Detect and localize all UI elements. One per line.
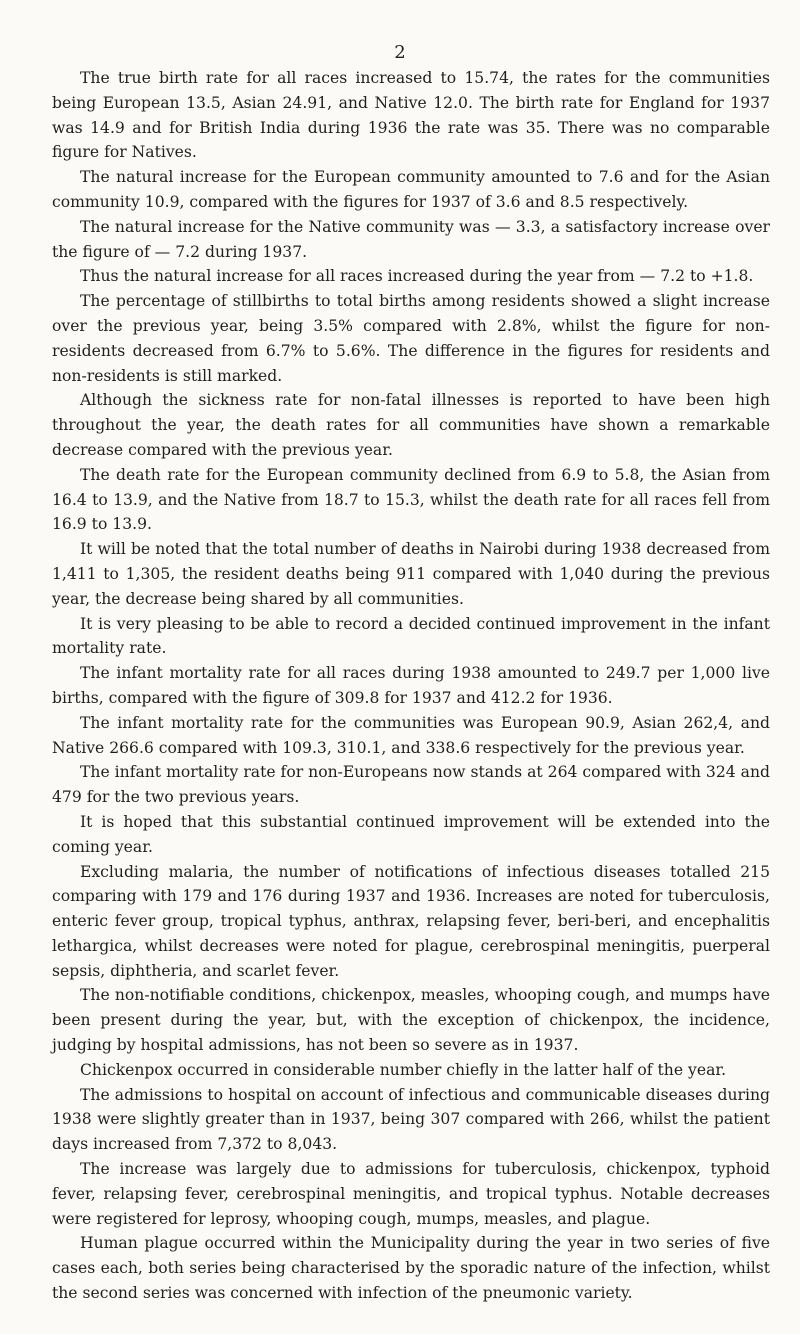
paragraph-hospital-admissions: The admissions to hospital on account of infectious and communicable diseases during 1938 were slightly greater than in 1937, being 307 compared with 266, whilst the patient days increased from 7,372 to 8,043. xyxy=(52,1085,770,1154)
paragraph-infant-mortality-non-europeans: The infant mortality rate for non-Europeans now stands at 264 compared with 324 and 479 for the two previous years. xyxy=(52,763,770,807)
paragraph-death-rates: The death rate for the European community declined from 6.9 to 5.8, the Asian from 16.4 to 13.9, and the Native from 18.7 to 15.3, whilst the death rate for all races fell from 16.9 to 13.9. xyxy=(52,465,770,534)
paragraph-continued-improvement: It is hoped that this substantial continued improvement will be extended into the coming year. xyxy=(52,812,770,856)
paragraph-non-notifiable-conditions: The non-notifiable conditions, chickenpox, measles, whooping cough, and mumps have been present during the year, but, with the exception of chickenpox, the incidence, judging by hospital admissions, has not been so severe as in 1937. xyxy=(52,986,770,1055)
paragraph-chickenpox: Chickenpox occurred in considerable number chiefly in the latter half of the year. xyxy=(80,1060,727,1079)
page-number: 2 xyxy=(394,42,406,63)
paragraph-total-deaths: It will be noted that the total number of deaths in Nairobi during 1938 decreased from 1,411 to 1,305, the resident deaths being 911 compared with 1,040 during the previous year, the decrease being shared by all communities. xyxy=(52,540,770,608)
paragraph-infant-mortality-improvement: It is very pleasing to be able to record a decided continued improvement in the infant mortality rate. xyxy=(52,614,770,658)
body-text xyxy=(52,66,770,1306)
paragraph-infant-mortality-all-races: The infant mortality rate for all races during 1938 amounted to 249.7 per 1,000 live births, compared with the figure of 309.8 for 1937 and 412.2 for 1936. xyxy=(52,664,770,707)
paragraph-natural-increase-all-races: Thus the natural increase for all races increased during the year from — 7.2 to +1.8. xyxy=(80,267,754,286)
paragraph-natural-increase-european-asian: The natural increase for the European community amounted to 7.6 and for the Asian community 10.9, compared with the figures for 1937 of 3.6 and 8.5 respectively. xyxy=(52,168,770,211)
paragraph-sickness-rate: Although the sickness rate for non-fatal illnesses is reported to have been high throughout the year, the death rates for all communities have shown a remarkable decrease compared with the previous year. xyxy=(52,391,770,459)
paragraph-infant-mortality-communities: The infant mortality rate for the communities was European 90.9, Asian 262,4, and Native 266.6 compared with 109.3, 310.1, and 338.6 respectively for the previous year. xyxy=(52,713,770,757)
paragraph-true-birth-rate: The true birth rate for all races increased to 15.74, the rates for the communities being European 13.5, Asian 24.91, and Native 12.0. The birth rate for England for 1937 was 14.9 and for British India during 1936 the rate was 35. There was no comparable figure for Natives. xyxy=(52,69,770,162)
paragraph-admission-causes: The increase was largely due to admissions for tuberculosis, chickenpox, typhoid fever, relapsing fever, cerebrospinal meningitis, and tropical typhus. Notable decreases were registered for leprosy, whooping cough, mumps, measles, and plague. xyxy=(52,1160,770,1228)
paragraph-stillbirths: The percentage of stillbirths to total births among residents showed a slight increase over the previous year, being 3.5% compared with 2.8%, whilst the figure for non-residents decreased from 6.7% to 5.6%. The difference in the figures for residents and non-residents is still marked. xyxy=(52,292,770,385)
paragraph-human-plague: Human plague occurred within the Municipality during the year in two series of five cases each, both series being characterised by the sporadic nature of the infection, whilst the second series was concerned with infection of the pneumonic variety. xyxy=(52,1234,770,1303)
paragraph-infectious-notifications: Excluding malaria, the number of notifications of infectious diseases totalled 215 comparing with 179 and 176 during 1937 and 1936. Increases are noted for tuberculosis, enteric fever group, tropical typhus, anthrax, relapsing fever, beri-beri, and encephalitis lethargica, whilst decreases were noted for plague, cerebrospinal meningitis, puerperal sepsis, diphtheria, and scarlet fever. xyxy=(52,862,770,980)
paragraph-natural-increase-native: The natural increase for the Native community was — 3.3, a satisfactory increase over the figure of — 7.2 during 1937. xyxy=(52,217,770,261)
